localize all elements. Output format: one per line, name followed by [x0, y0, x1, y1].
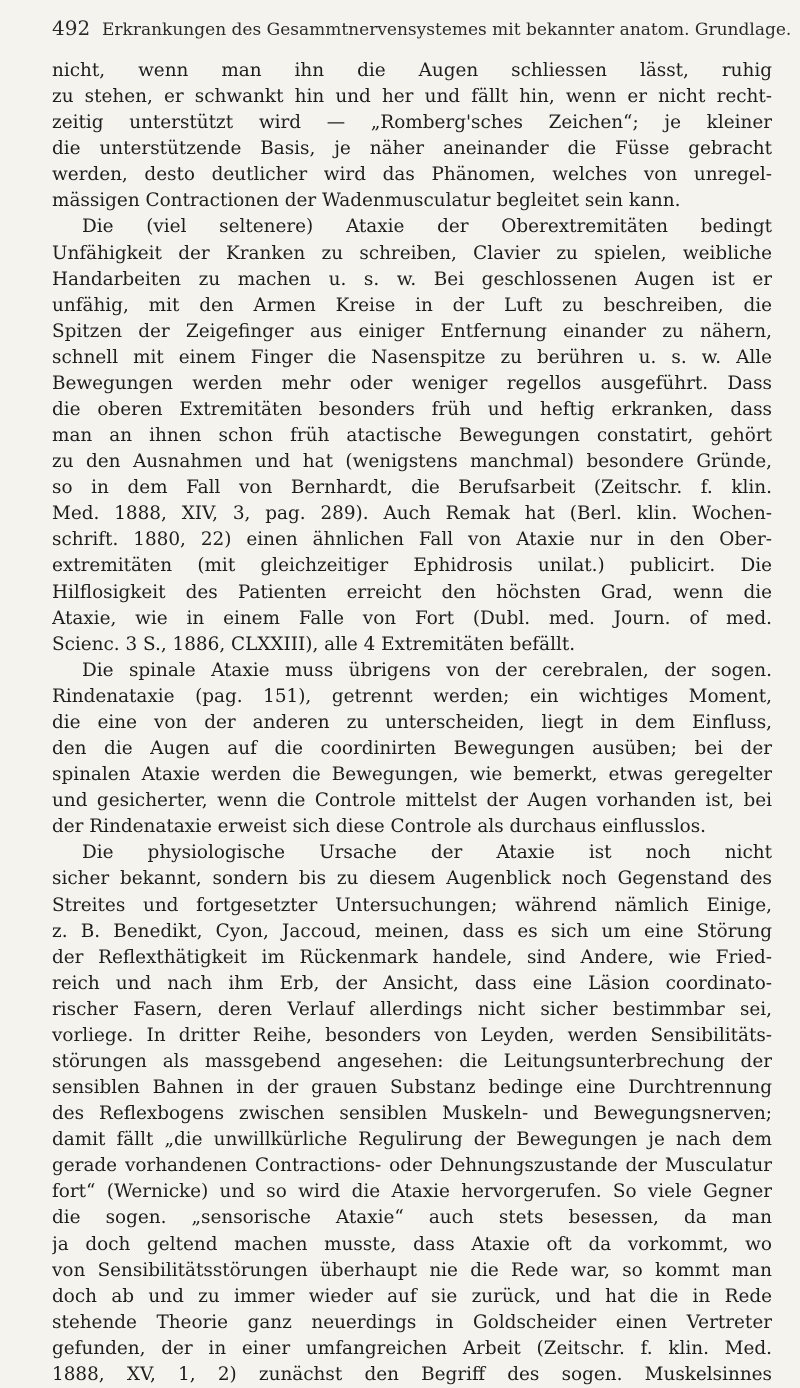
- text-line: ja doch geltend machen musste, dass Ataxie oft da vorkommt, wo: [52, 1233, 772, 1255]
- text-line: Scienc. 3 S., 1886, CLXXIII), alle 4 Extremitäten befällt.: [52, 633, 576, 655]
- text-line: rischer Fasern, deren Verlauf allerdings nicht sicher bestimmbar sei,: [52, 998, 772, 1020]
- text-line: und gesicherter, wenn die Controle mittelst der Augen vorhanden ist, bei: [52, 790, 772, 812]
- text-line: Unfähigkeit der Kranken zu schreiben, Clavier zu spielen, weibliche: [52, 242, 772, 264]
- text-line: Med. 1888, XIV, 3, pag. 289). Auch Remak hat (Berl. klin. Wochen-: [52, 503, 772, 525]
- text-line: Rindenataxie (pag. 151), getrennt werden; ein wichtiges Moment,: [52, 685, 772, 707]
- text-line: die sogen. „sensorische Ataxie“ auch stets besessen, da man: [52, 1207, 772, 1229]
- text-line: störungen als massgebend angesehen: die Leitungsunterbrechung der: [52, 1050, 772, 1072]
- text-line: der Reflexthätigkeit im Rückenmark handele, sind Andere, wie Fried-: [52, 946, 772, 968]
- text-line: Hilflosigkeit des Patienten erreicht den höchsten Grad, wenn die: [52, 581, 772, 603]
- text-line: zu den Ausnahmen und hat (wenigstens manchmal) besondere Gründe,: [52, 451, 772, 473]
- running-header: [52, 16, 792, 40]
- text-line: Handarbeiten zu machen u. s. w. Bei geschlossenen Augen ist er: [52, 268, 772, 290]
- text-line: reich und nach ihm Erb, der Ansicht, dass eine Läsion coordinato-: [52, 972, 772, 994]
- text-line: nicht, wenn man ihn die Augen schliessen lässt, ruhig: [52, 60, 772, 81]
- text-line: zu stehen, er schwankt hin und her und fällt hin, wenn er nicht recht-: [52, 86, 772, 108]
- text-line: Bewegungen werden mehr oder weniger regellos ausgeführt. Dass: [52, 372, 772, 394]
- text-line: den die Augen auf die coordinirten Bewegungen ausüben; bei der: [52, 738, 772, 760]
- running-title: Erkrankungen des Gesammtnervensystemes mit bekannter anatom. Grundlage.: [102, 20, 792, 40]
- text-line: Streites und fortgesetzter Untersuchungen; während nämlich Einige,: [52, 894, 772, 916]
- text-line: die eine von der anderen zu unterscheiden, liegt in dem Einfluss,: [52, 711, 772, 733]
- text-line: werden, desto deutlicher wird das Phänomen, welches von unregel-: [52, 164, 772, 186]
- text-line: 1888, XV, 1, 2) zunächst den Begriff des sogen. Muskelsinnes: [52, 1363, 772, 1385]
- text-line: so in dem Fall von Bernhardt, die Berufsarbeit (Zeitschr. f. klin.: [52, 477, 772, 499]
- text-line: doch ab und zu immer wieder auf sie zurück, und hat die in Rede: [52, 1285, 772, 1307]
- text-line: schnell mit einem Finger die Nasenspitze zu berühren u. s. w. Alle: [52, 346, 772, 368]
- text-line: fort“ (Wernicke) und so wird die Ataxie hervorgerufen. So viele Gegner: [52, 1181, 772, 1203]
- text-line: sensiblen Bahnen in der grauen Substanz bedinge eine Durchtrennung: [52, 1077, 772, 1099]
- text-line: extremitäten (mit gleichzeitiger Ephidrosis unilat.) publicirt. Die: [52, 555, 772, 577]
- text-line: der Rindenataxie erweist sich diese Controle als durchaus einflusslos.: [52, 816, 706, 838]
- text-line: die oberen Extremitäten besonders früh und heftig erkranken, dass: [52, 399, 772, 421]
- text-line: spinalen Ataxie werden die Bewegungen, wie bemerkt, etwas geregelter: [52, 764, 772, 786]
- text-line: Die spinale Ataxie muss übrigens von der cerebralen, der sogen.: [82, 659, 772, 681]
- text-line: schrift. 1880, 22) einen ähnlichen Fall von Ataxie nur in den Ober-: [52, 529, 772, 551]
- text-line: Spitzen der Zeigefinger aus einiger Entfernung einander zu nähern,: [52, 320, 772, 342]
- text-line: mässigen Contractionen der Wadenmusculatur begleitet sein kann.: [52, 190, 681, 212]
- text-line: z. B. Benedikt, Cyon, Jaccoud, meinen, dass es sich um eine Störung: [52, 920, 772, 942]
- text-line: Die (viel seltenere) Ataxie der Oberextremitäten bedingt: [82, 216, 772, 238]
- text-line: unfähig, mit den Armen Kreise in der Luft zu beschreiben, die: [52, 294, 772, 316]
- text-line: damit fällt „die unwillkürliche Regulirung der Bewegungen je nach dem: [52, 1129, 772, 1151]
- text-line: von Sensibilitätsstörungen überhaupt nie die Rede war, so kommt man: [52, 1259, 772, 1281]
- text-line: man an ihnen schon früh atactische Bewegungen constatirt, gehört: [52, 425, 772, 447]
- text-line: gefunden, der in einer umfangreichen Arbeit (Zeitschr. f. klin. Med.: [52, 1337, 772, 1359]
- text-line: stehende Theorie ganz neuerdings in Goldscheider einen Vertreter: [52, 1311, 772, 1333]
- text-line: Die physiologische Ursache der Ataxie ist noch nicht: [82, 842, 772, 864]
- text-line: sicher bekannt, sondern bis zu diesem Augenblick noch Gegenstand des: [52, 868, 772, 890]
- text-line: zeitig unterstützt wird — „Romberg'sches Zeichen“; je kleiner: [52, 112, 772, 134]
- text-line: gerade vorhandenen Contractions- oder Dehnungszustande der Musculatur: [52, 1155, 772, 1177]
- text-line: vorliege. In dritter Reihe, besonders von Leyden, werden Sensibilitäts-: [52, 1024, 772, 1046]
- text-line: des Reflexbogens zwischen sensiblen Muskeln- und Bewegungsnerven;: [52, 1103, 772, 1125]
- text-line: die unterstützende Basis, je näher aneinander die Füsse gebracht: [52, 138, 772, 160]
- body-text: [52, 58, 772, 1388]
- page-number: 492: [52, 16, 91, 40]
- text-line: Ataxie, wie in einem Falle von Fort (Dubl. med. Journ. of med.: [52, 607, 772, 629]
